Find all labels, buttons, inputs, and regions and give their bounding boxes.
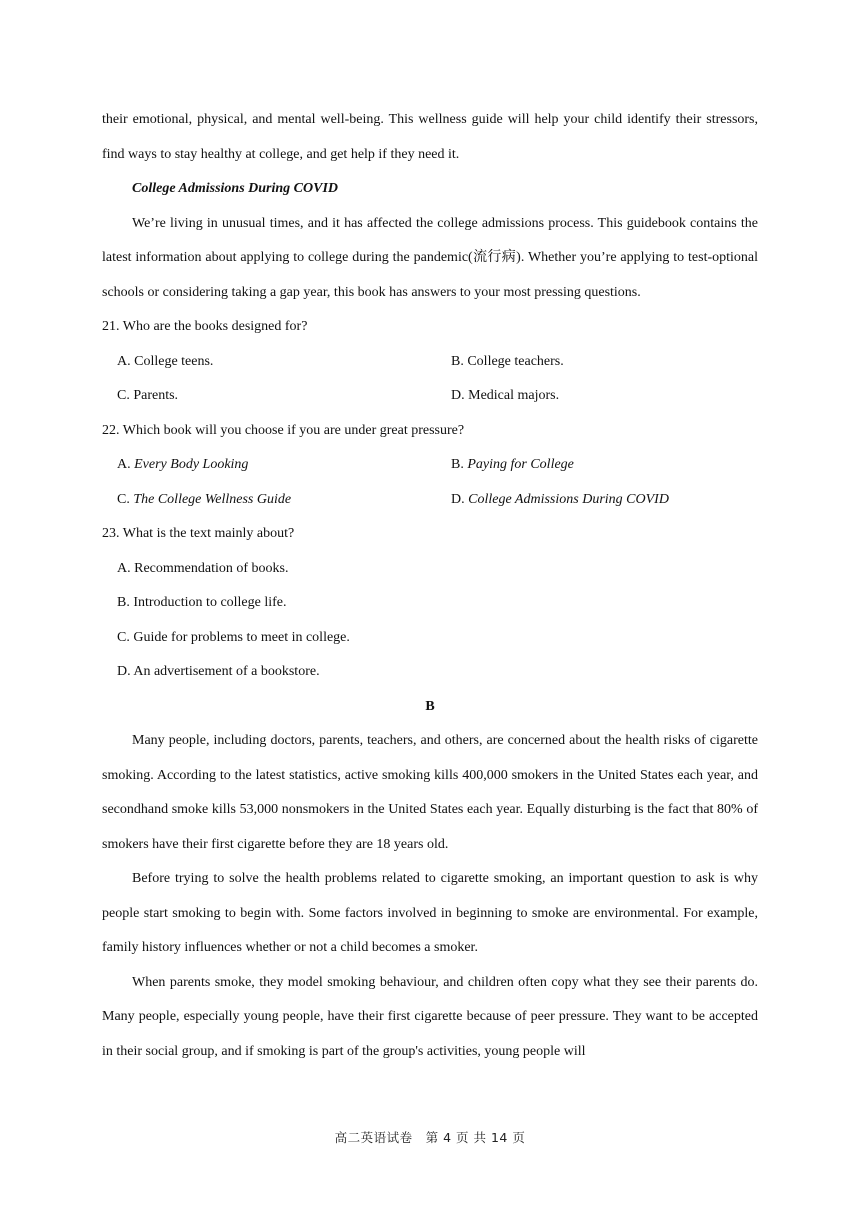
passage-b-paragraph: Many people, including doctors, parents, teachers, and others, are concerned about the health risks of cigarette smoking. According to the latest statistics, active smoking kills 400,000 smokers in the United States each year, and secondhand smoke kills 53,000 nonsmokers in the United States each year. Equally disturbing is the fact that 80% of smokers have their first cigarette before they are 18 years old.: [102, 733, 758, 852]
passage-b-paragraph: Before trying to solve the health problems related to cigarette smoking, an important question to ask is why people start smoking to begin with. Some factors involved in beginning to smoke are environmental. For example, family history influences whether or not a child becomes a smoker.: [102, 871, 758, 955]
option-text: The College Wellness Guide: [133, 491, 292, 507]
option-row: [102, 586, 758, 621]
option-letter: A.: [117, 560, 135, 576]
option-text: An advertisement of a bookstore.: [133, 664, 320, 679]
answer-option: [102, 621, 350, 656]
answer-option: [102, 586, 287, 621]
answer-option: [102, 655, 320, 690]
option-text: College teachers.: [467, 353, 564, 369]
question-stem: 22. Which book will you choose if you are under great pressure?: [102, 422, 465, 438]
answer-option: [436, 448, 574, 483]
option-row: [102, 483, 758, 518]
book-title-covid: College Admissions During COVID: [132, 181, 339, 196]
option-text: College teens.: [134, 353, 214, 369]
option-row: [102, 655, 758, 690]
answer-option: [436, 345, 564, 380]
question-stem: 23. What is the text mainly about?: [102, 526, 295, 541]
option-text: Every Body Looking: [134, 457, 249, 472]
answer-option: [102, 483, 436, 518]
answer-option: [436, 483, 669, 518]
option-text: Paying for College: [467, 457, 574, 472]
answer-option: [102, 345, 436, 380]
passage-b-body: [102, 724, 758, 1069]
option-row: [102, 448, 758, 483]
option-letter: C.: [117, 388, 134, 403]
option-letter: A.: [117, 353, 135, 369]
answer-option: [102, 448, 436, 483]
option-text: Recommendation of books.: [134, 560, 289, 576]
option-letter: D.: [451, 491, 469, 507]
option-row: [102, 379, 758, 414]
option-letter: C.: [117, 629, 134, 645]
option-letter: A.: [117, 457, 135, 472]
option-letter: B.: [451, 353, 468, 369]
passage-b-paragraph: When parents smoke, they model smoking behaviour, and children often copy what they see their parents do. Many people, especially young people, have their first cigarette because of peer pressure. They want to be accepted in their social group, and if smoking is part of the group's activities, young people will: [102, 974, 758, 1059]
option-row: [102, 345, 758, 380]
option-text: College Admissions During COVID: [468, 491, 669, 507]
passage-b-title: B: [425, 698, 435, 714]
option-letter: D.: [117, 664, 134, 679]
option-letter: D.: [451, 388, 469, 403]
option-text: Introduction to college life.: [133, 595, 287, 610]
answer-option: [102, 552, 289, 587]
option-text: Guide for problems to meet in college.: [133, 629, 350, 645]
page-footer: 高二英语试卷 第 4 页 共 14 页: [334, 1130, 526, 1145]
option-letter: B.: [451, 457, 468, 472]
exam-page-body: [102, 103, 758, 1069]
answer-option: [436, 379, 559, 414]
option-row: [102, 621, 758, 656]
option-row: [102, 552, 758, 587]
answer-option: [102, 379, 436, 414]
option-text: Parents.: [133, 388, 179, 403]
book-description-covid: We’re living in unusual times, and it has affected the college admissions process. This guidebook contains the latest information about applying to college during the pandemic(流行病). Whether you’re applying to test-optional schools or considering taking a gap year, this book has answers to your most pressing questions.: [102, 215, 758, 300]
question-list: [102, 310, 758, 690]
option-text: Medical majors.: [468, 388, 560, 403]
question-stem: 21. Who are the books designed for?: [102, 319, 308, 334]
option-letter: B.: [117, 595, 134, 610]
passage-a-continuation: their emotional, physical, and mental well-being. This wellness guide will help your child identify their stressors, find ways to stay healthy at college, and get help if they need it.: [102, 112, 758, 162]
option-letter: C.: [117, 491, 134, 507]
